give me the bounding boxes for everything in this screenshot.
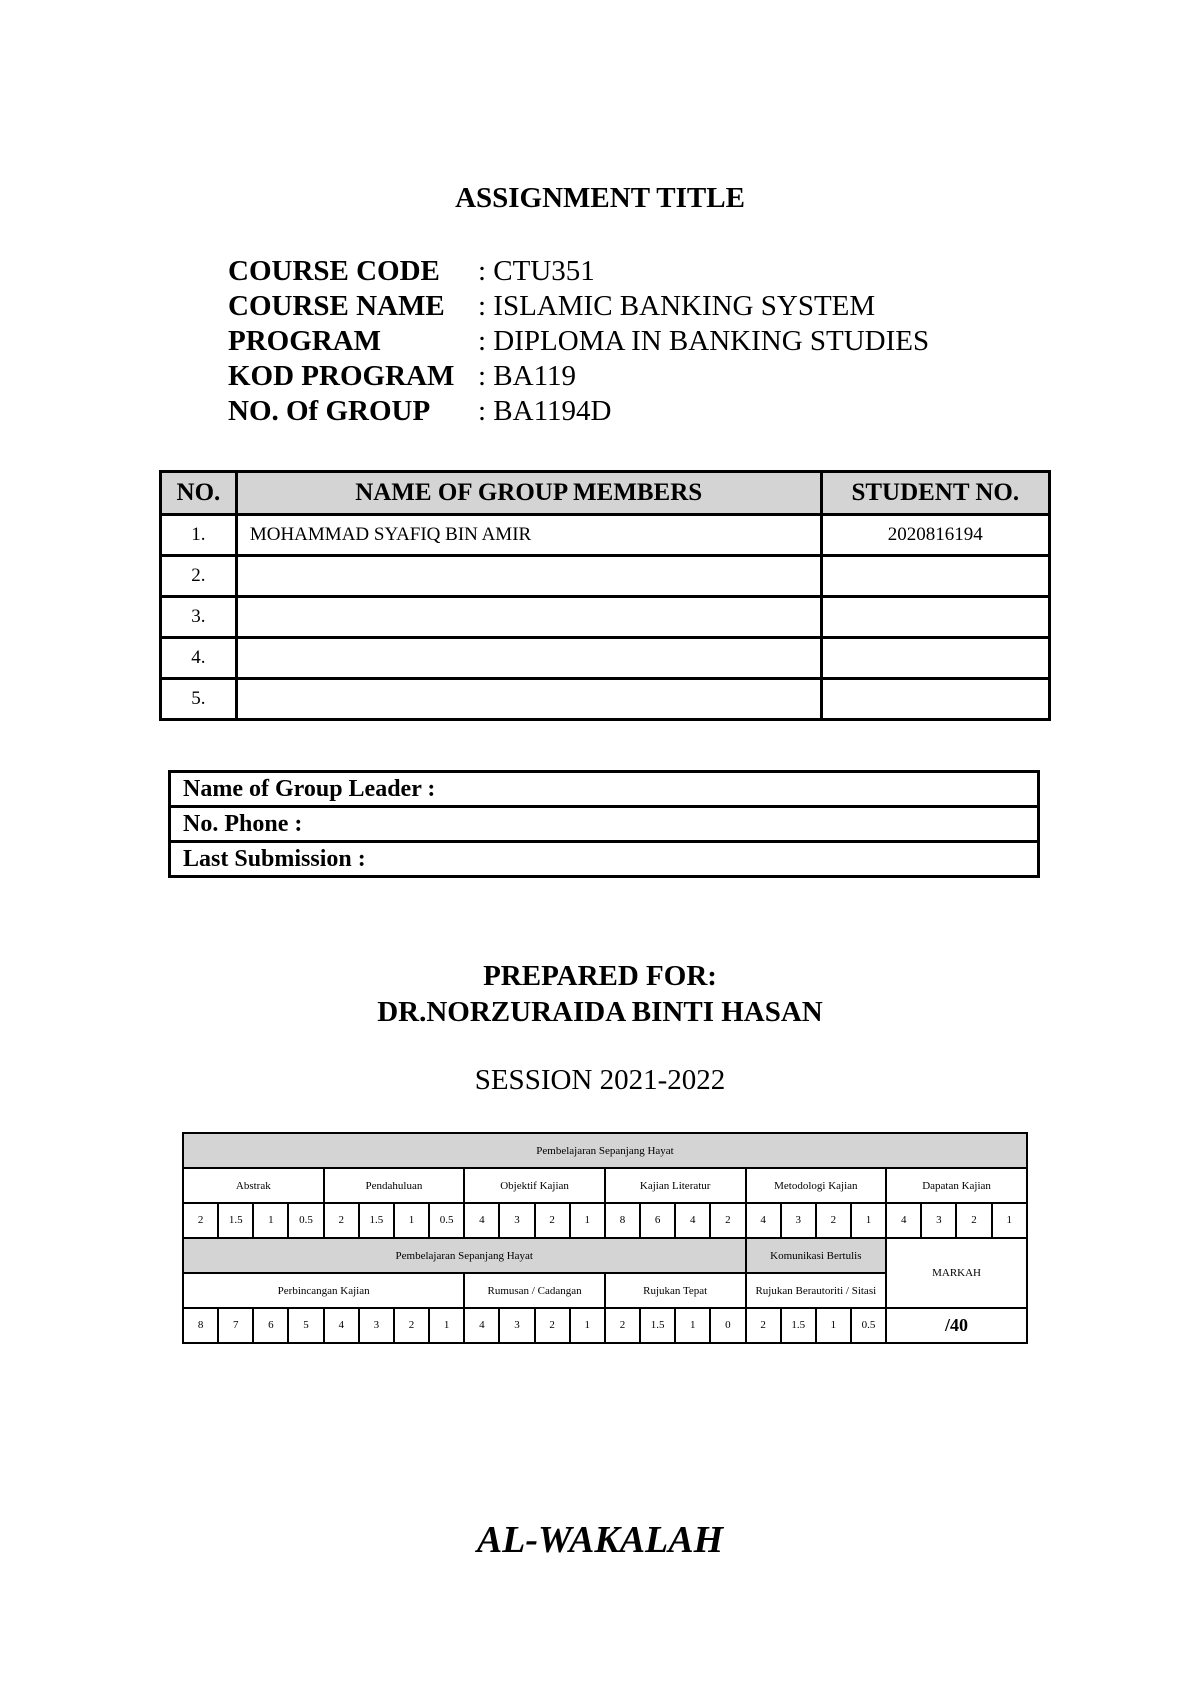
score-cell[interactable]: 1 — [992, 1203, 1027, 1238]
score-cell[interactable]: 4 — [464, 1203, 499, 1238]
rubric-group-header: Komunikasi Bertulis — [746, 1238, 887, 1273]
member-no: 4. — [161, 638, 237, 679]
info-row-course-code — [228, 254, 929, 289]
last-submission-field[interactable]: Last Submission : — [170, 842, 1039, 877]
header-name: NAME OF GROUP MEMBERS — [236, 472, 821, 515]
score-cell[interactable]: 0.5 — [429, 1203, 464, 1238]
score-cell[interactable]: 7 — [218, 1308, 253, 1343]
score-cell[interactable]: 3 — [499, 1308, 534, 1343]
score-cell[interactable]: 8 — [183, 1308, 218, 1343]
rubric-section: Objektif Kajian — [464, 1168, 605, 1203]
rubric-section: Rujukan Tepat — [605, 1273, 746, 1308]
score-cell[interactable]: 1 — [394, 1203, 429, 1238]
member-student-no[interactable] — [821, 638, 1049, 679]
score-cell[interactable]: 4 — [675, 1203, 710, 1238]
score-cell[interactable]: 4 — [746, 1203, 781, 1238]
info-value: : BA1194D — [478, 395, 612, 427]
score-cell[interactable]: 8 — [605, 1203, 640, 1238]
score-cell[interactable]: 2 — [324, 1203, 359, 1238]
info-label: PROGRAM — [228, 325, 382, 357]
score-cell[interactable]: 2 — [605, 1308, 640, 1343]
table-row — [161, 556, 1050, 597]
member-student-no[interactable] — [821, 597, 1049, 638]
score-cell[interactable]: 1.5 — [359, 1203, 394, 1238]
member-no: 3. — [161, 597, 237, 638]
rubric-group-header: Pembelajaran Sepanjang Hayat — [183, 1238, 746, 1273]
info-row-group — [228, 394, 929, 429]
member-name[interactable] — [236, 556, 821, 597]
score-cell[interactable]: 1.5 — [218, 1203, 253, 1238]
rubric-section: Metodologi Kajian — [746, 1168, 887, 1203]
score-cell[interactable]: 2 — [710, 1203, 745, 1238]
info-label: KOD PROGRAM — [228, 360, 455, 392]
score-cell[interactable]: 1 — [816, 1308, 851, 1343]
score-cell[interactable]: 2 — [956, 1203, 991, 1238]
group-leader-field[interactable]: Name of Group Leader : — [170, 772, 1039, 807]
rubric-section: Abstrak — [183, 1168, 324, 1203]
score-cell[interactable]: 6 — [640, 1203, 675, 1238]
score-cell[interactable]: 1.5 — [640, 1308, 675, 1343]
rubric-section: Rumusan / Cadangan — [464, 1273, 605, 1308]
course-info — [228, 254, 929, 429]
table-row — [161, 679, 1050, 720]
member-name[interactable] — [236, 638, 821, 679]
score-cell[interactable]: 1.5 — [781, 1308, 816, 1343]
score-cell[interactable]: 0 — [710, 1308, 745, 1343]
score-cell[interactable]: 1 — [675, 1308, 710, 1343]
score-cell[interactable]: 2 — [746, 1308, 781, 1343]
info-value: : DIPLOMA IN BANKING STUDIES — [478, 325, 930, 357]
rubric-section: Kajian Literatur — [605, 1168, 746, 1203]
markah-label: MARKAH — [886, 1238, 1027, 1308]
lecturer-name: DR.NORZURAIDA BINTI HASAN — [377, 996, 823, 1028]
score-cell[interactable]: 3 — [921, 1203, 956, 1238]
info-label: COURSE NAME — [228, 290, 445, 322]
member-student-no[interactable] — [821, 556, 1049, 597]
score-cell[interactable]: 2 — [816, 1203, 851, 1238]
score-cell[interactable]: 5 — [288, 1308, 323, 1343]
prepared-label: PREPARED FOR: — [483, 960, 717, 992]
score-cell[interactable]: 1 — [570, 1203, 605, 1238]
info-row-kod-program — [228, 359, 929, 394]
score-cell[interactable]: 1 — [253, 1203, 288, 1238]
rubric-section: Dapatan Kajian — [886, 1168, 1027, 1203]
members-header-row — [161, 472, 1050, 515]
score-cell[interactable]: 0.5 — [288, 1203, 323, 1238]
score-cell[interactable]: 2 — [183, 1203, 218, 1238]
header-student-no: STUDENT NO. — [821, 472, 1049, 515]
assignment-topic: AL-WAKALAH — [476, 1519, 724, 1561]
members-table — [159, 470, 1051, 721]
member-student-no[interactable]: 2020816194 — [821, 515, 1049, 556]
score-cell[interactable]: 4 — [464, 1308, 499, 1343]
member-no: 2. — [161, 556, 237, 597]
rubric-table — [182, 1132, 1028, 1344]
rubric-section: Pendahuluan — [324, 1168, 465, 1203]
score-cell[interactable]: 1 — [570, 1308, 605, 1343]
member-name[interactable] — [236, 679, 821, 720]
score-cell[interactable]: 1 — [429, 1308, 464, 1343]
header-no: NO. — [161, 472, 237, 515]
rubric-section: Perbincangan Kajian — [183, 1273, 464, 1308]
member-student-no[interactable] — [821, 679, 1049, 720]
score-cell[interactable]: 3 — [359, 1308, 394, 1343]
total-mark[interactable]: /40 — [886, 1308, 1027, 1343]
info-label: NO. Of GROUP — [228, 395, 431, 427]
score-cell[interactable]: 2 — [394, 1308, 429, 1343]
score-cell[interactable]: 0.5 — [851, 1308, 886, 1343]
session-text: SESSION 2021-2022 — [474, 1064, 726, 1096]
info-row-course-name — [228, 289, 929, 324]
score-cell[interactable]: 6 — [253, 1308, 288, 1343]
info-value: : CTU351 — [478, 255, 595, 287]
info-label: COURSE CODE — [228, 255, 440, 287]
rubric-section: Rujukan Berautoriti / Sitasi — [746, 1273, 887, 1308]
table-row — [161, 515, 1050, 556]
info-value: : ISLAMIC BANKING SYSTEM — [478, 290, 876, 322]
member-name[interactable]: MOHAMMAD SYAFIQ BIN AMIR — [236, 515, 821, 556]
score-cell[interactable]: 4 — [886, 1203, 921, 1238]
table-row — [161, 638, 1050, 679]
info-value: : BA119 — [478, 360, 577, 392]
phone-field[interactable]: No. Phone : — [170, 807, 1039, 842]
score-cell[interactable]: 3 — [781, 1203, 816, 1238]
member-no: 1. — [161, 515, 237, 556]
score-cell[interactable]: 2 — [535, 1203, 570, 1238]
member-no: 5. — [161, 679, 237, 720]
prepared-for — [0, 958, 1200, 1030]
table-row — [161, 597, 1050, 638]
assignment-title: ASSIGNMENT TITLE — [455, 182, 745, 214]
rubric-group-header: Pembelajaran Sepanjang Hayat — [183, 1133, 1027, 1168]
leader-table — [168, 770, 1040, 878]
info-row-program — [228, 324, 929, 359]
member-name[interactable] — [236, 597, 821, 638]
score-cell[interactable]: 1 — [851, 1203, 886, 1238]
score-cell[interactable]: 4 — [324, 1308, 359, 1343]
score-cell[interactable]: 3 — [499, 1203, 534, 1238]
score-cell[interactable]: 2 — [535, 1308, 570, 1343]
